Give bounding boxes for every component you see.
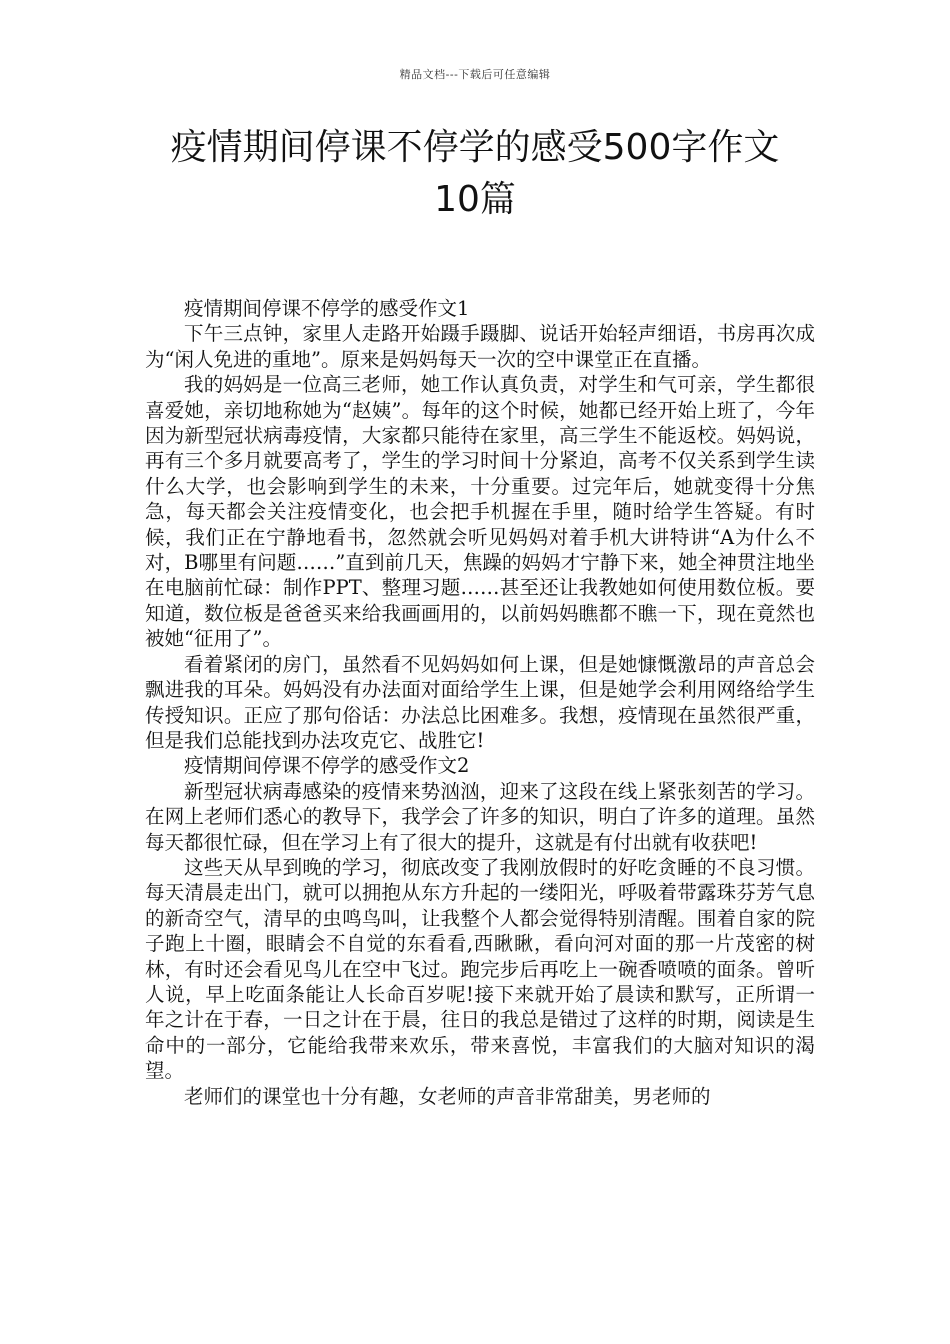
document-title — [120, 122, 830, 226]
paragraph: 我的妈妈是一位高三老师，她工作认真负责，对学生和气可亲，学生都很喜爱她，亲切地称她为“赵姨”。每年的这个时候，她都已经开始上班了，今年因为新型冠状病毒疫情，大家都只能待在家里，高三学生不能返校。妈妈说，再有三个多月就要高考了，学生的学习时间十分紧迫，高考不仅关系到学生读什么大学，也会影响到学生的未来，十分重要。过完年后，她就变得十分焦急，每天都会关注疫情变化，也会把手机握在手里，随时给学生答疑。有时候，我们正在宁静地看书，忽然就会听见妈妈对着手机大讲特讲“A为什么不对，B哪里有问题……”直到前几天，焦躁的妈妈才宁静下来，她全神贯注地坐在电脑前忙碌：制作PPT、整理习题……甚至还让我教她如何使用数位板。要知道，数位板是爸爸买来给我画画用的，以前妈妈瞧都不瞧一下，现在竟然也被她“征用了”。 — [145, 373, 815, 651]
paragraph: 老师们的课堂也十分有趣，女老师的声音非常甜美，男老师的 — [184, 1084, 711, 1108]
document-body — [145, 296, 815, 1109]
paragraph: 新型冠状病毒感染的疫情来势汹汹，迎来了这段在线上紧张刻苦的学习。在网上老师们悉心的教导下，我学会了许多的知识，明白了许多的道理。虽然每天都很忙碌，但在学习上有了很大的提升，这就是有付出就有收获吧! — [145, 779, 815, 854]
title-line-1: 疫情期间停课不停学的感受500字作文 — [170, 127, 780, 168]
title-line-2: 10篇 — [434, 179, 516, 220]
essay-2-heading: 疫情期间停课不停学的感受作文2 — [184, 754, 470, 778]
essay-1-heading: 疫情期间停课不停学的感受作文1 — [184, 297, 470, 320]
paragraph: 这些天从早到晚的学习，彻底改变了我刚放假时的好吃贪睡的不良习惯。每天清晨走出门，就可以拥抱从东方升起的一缕阳光，呼吸着带露珠芬芳气息的新奇空气，清早的虫鸣鸟叫，让我整个人都会觉得特别清醒。围着自家的院子跑上十圈，眼睛会不自觉的东看看,西瞅瞅，看向河对面的那一片茂密的树林，有时还会看见鸟儿在空中飞过。跑完步后再吃上一碗香喷喷的面条。曾听人说，早上吃面条能让人长命百岁呢!接下来就开始了晨读和默写，正所谓一年之计在于春，一日之计在于晨，往日的我总是错过了这样的时期，阅读是生命中的一部分，它能给我带来欢乐，带来喜悦，丰富我们的大脑对知识的渴望。 — [145, 855, 815, 1083]
header-note: 精品文档---下载后可任意编辑 — [399, 68, 551, 81]
paragraph: 看着紧闭的房门，虽然看不见妈妈如何上课，但是她慷慨激昂的声音总会飘进我的耳朵。妈妈没有办法面对面给学生上课，但是她学会利用网络给学生传授知识。正应了那句俗话：办法总比困难多。我想，疫情现在虽然很严重，但是我们总能找到办法攻克它、战胜它! — [145, 652, 815, 752]
paragraph: 下午三点钟，家里人走路开始蹑手蹑脚、说话开始轻声细语，书房再次成为“闲人免进的重地”。原来是妈妈每天一次的空中课堂正在直播。 — [145, 322, 815, 371]
